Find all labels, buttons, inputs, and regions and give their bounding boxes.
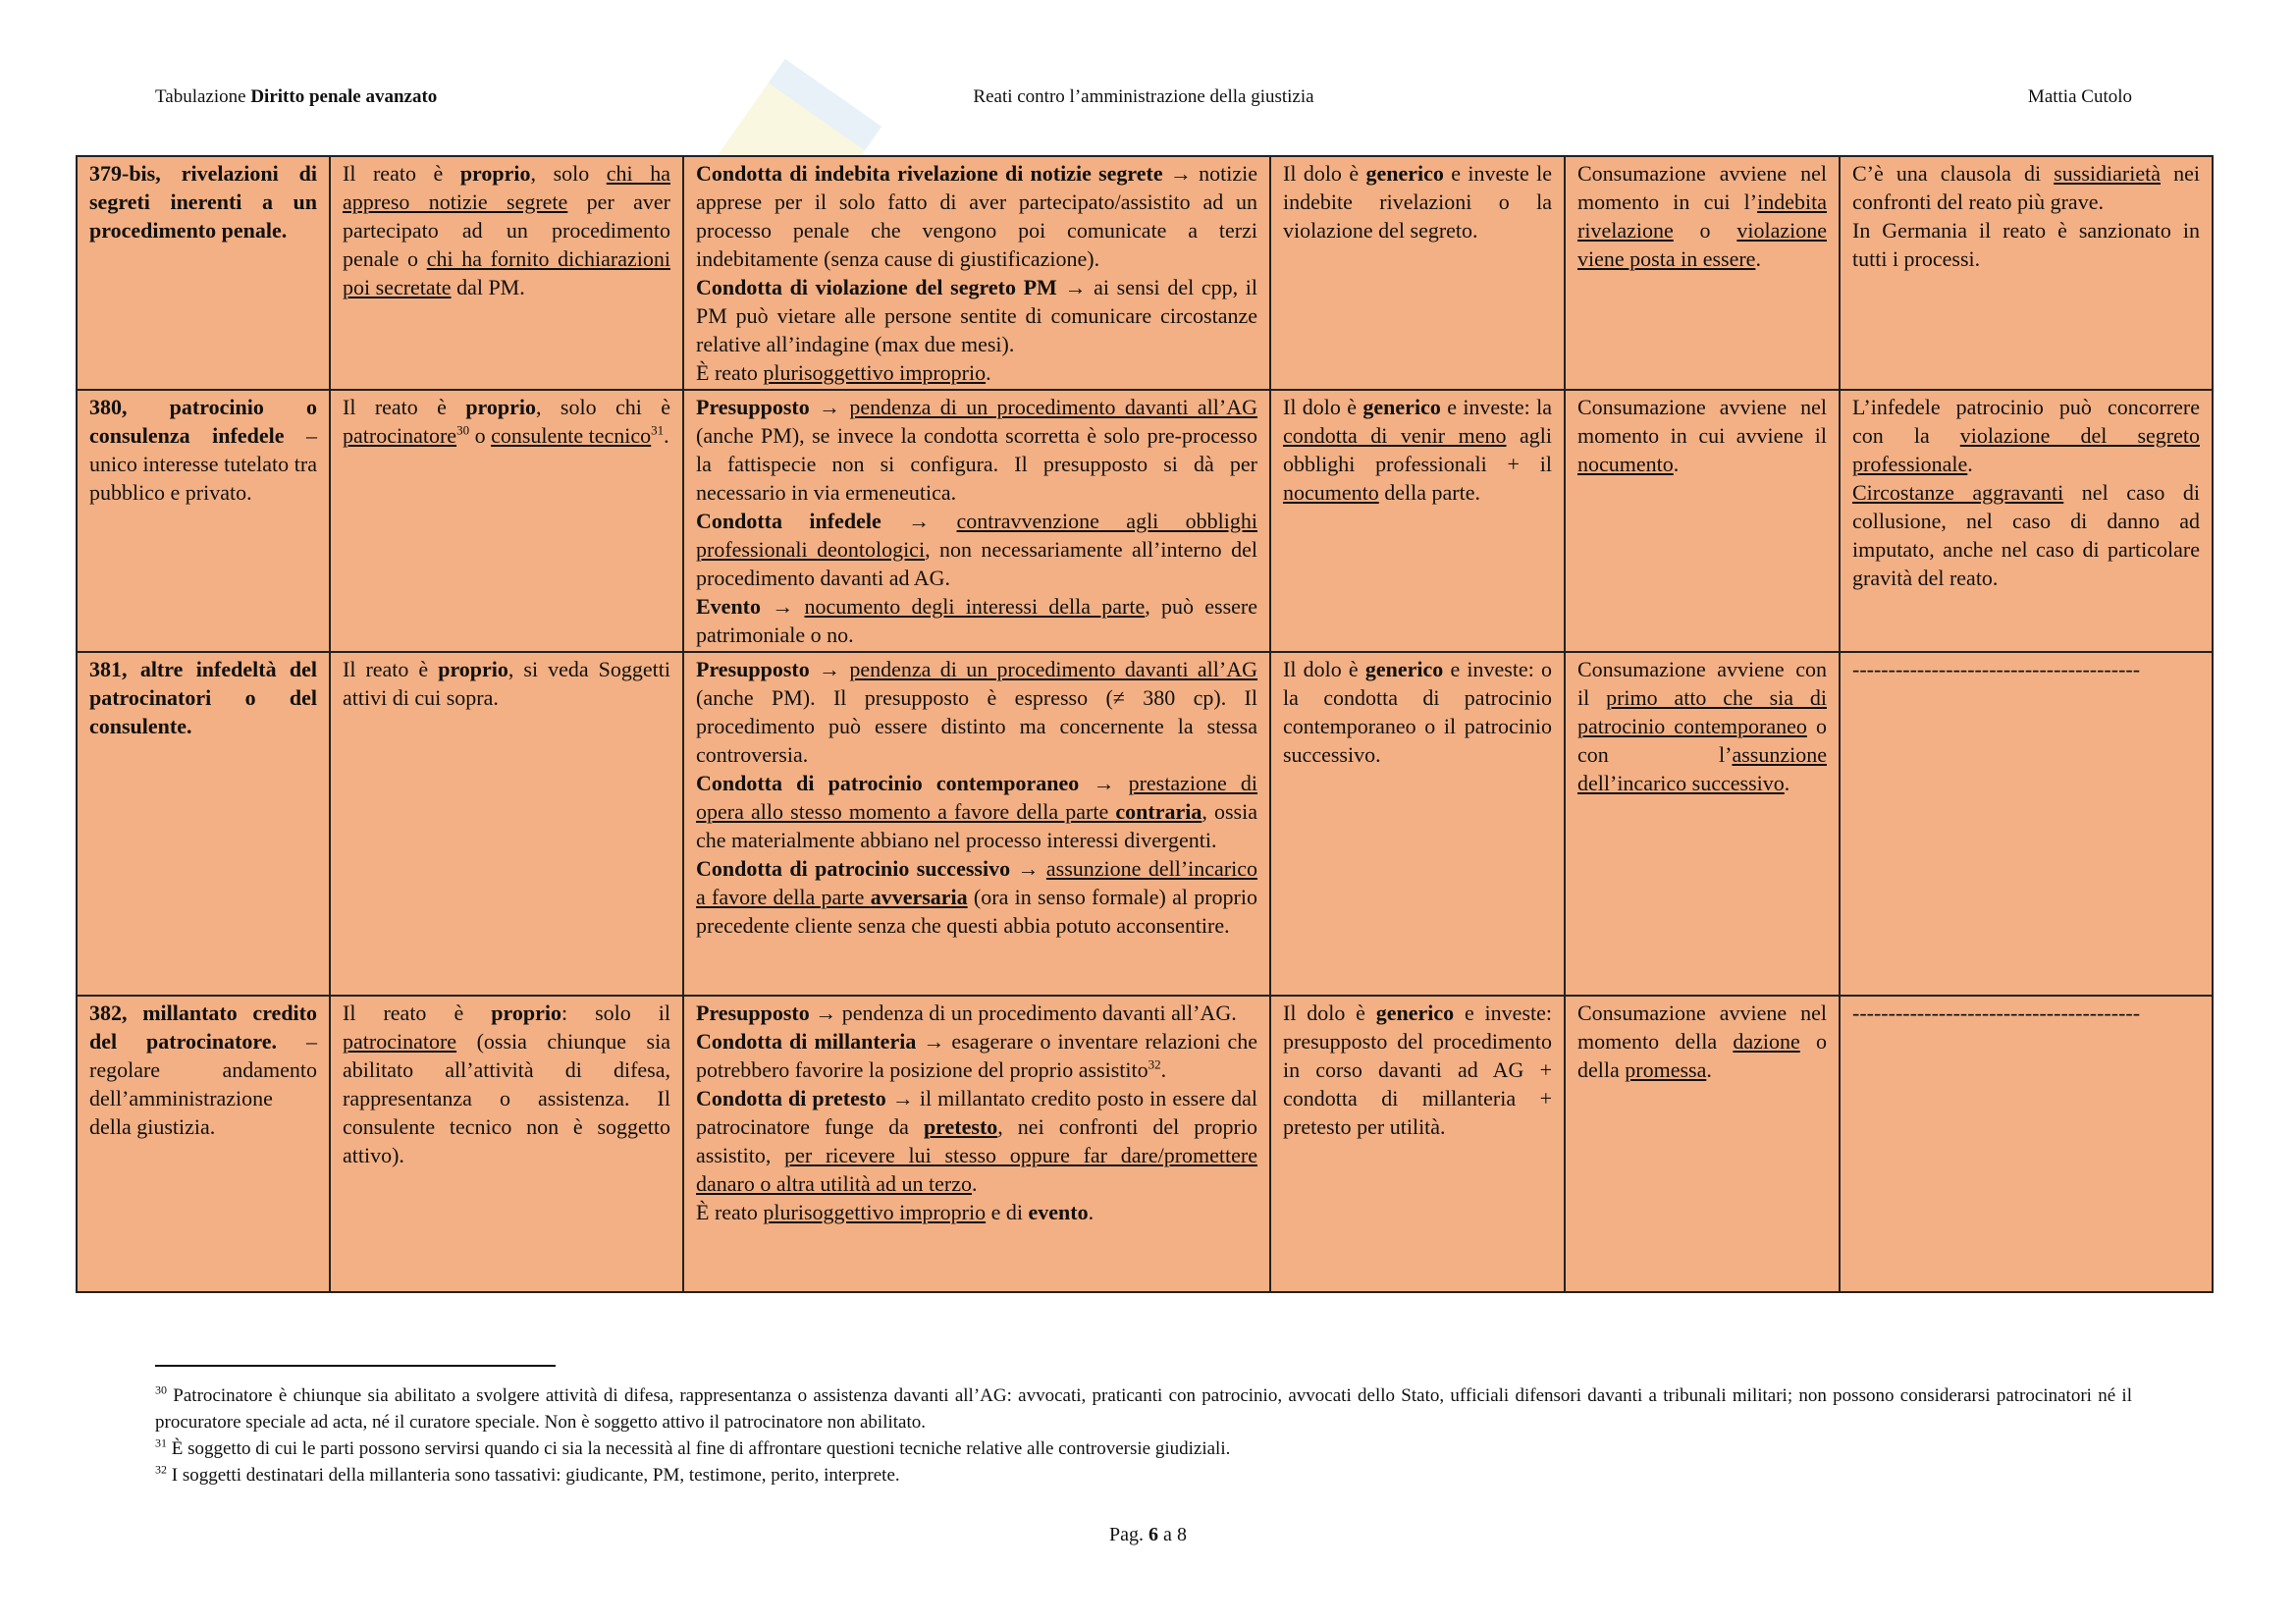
subject-cell: Il reato è proprio, solo chi è patrocinatore$^{30}$ o consulente tecnico$^{31}$. <box>330 390 683 652</box>
notes-cell: ---------------------------------------- <box>1840 996 2213 1292</box>
subject-cell: Il reato è proprio, solo chi ha appreso notizie segrete per aver partecipato ad un procedimento penale o chi ha fornito dichiarazioni poi secretate dal PM. <box>330 156 683 390</box>
crimes-table <box>76 155 2214 1293</box>
footnotes <box>155 1382 2132 1489</box>
conduct-cell: Presupposto → pendenza di un procedimento davanti all’AG. Condotta di millanteria → esagerare o inventare relazioni che potrebbero favorire la posizione del proprio assistito$^{32}$. Condotta di pretesto → il millantato credito posto in essere dal patrocinatore funge da pretesto, nei confronti del proprio assistito, per ricevere lui stesso oppure far dare/promettere danaro o altra utilità ad un terzo. È reato plurisoggettivo improprio e di evento. <box>683 996 1270 1292</box>
notes-cell: C’è una clausola di sussidiarietà nei confronti del reato più grave. In Germania il reato è sanzionato in tutti i processi. <box>1840 156 2213 390</box>
consummation-cell: Consumazione avviene nel momento della dazione o della promessa. <box>1565 996 1840 1292</box>
intent-cell: Il dolo è generico e investe: o la condotta di patrocinio contemporaneo o il patrocinio successivo. <box>1270 652 1565 996</box>
subject-cell: Il reato è proprio, si veda Soggetti attivi di cui sopra. <box>330 652 683 996</box>
table-row <box>77 390 2213 652</box>
conduct-cell: Condotta di indebita rivelazione di notizie segrete → notizie apprese per il solo fatto di aver partecipato/assistito ad un processo penale che vengono poi comunicate a terzi indebitamente (senza cause di giustificazione). Condotta di violazione del segreto PM → ai sensi del cpp, il PM può vietare alle persone sentite di comunicare circostanze relative all’indagine (max due mesi). È reato plurisoggettivo improprio. <box>683 156 1270 390</box>
crime-title-cell: 381, altre infedeltà del patrocinatori o del consulente. <box>77 652 330 996</box>
page-number: Pag. 6 a 8 <box>1109 1524 1187 1545</box>
page-header <box>155 86 2132 116</box>
crime-title-cell: 379-bis, rivelazioni di segreti inerenti a un procedimento penale. <box>77 156 330 390</box>
crime-title-cell: 382, millantato credito del patrocinatore. – regolare andamento dell’amministrazione della giustizia. <box>77 996 330 1292</box>
header-author: Mattia Cutolo <box>2027 86 2132 107</box>
intent-cell: Il dolo è generico e investe: la condotta di venir meno agli obblighi professionali + il nocumento della parte. <box>1270 390 1565 652</box>
notes-cell: ---------------------------------------- <box>1840 652 2213 996</box>
footnote-separator <box>155 1365 556 1367</box>
consummation-cell: Consumazione avviene nel momento in cui avviene il nocumento. <box>1565 390 1840 652</box>
footnote: $^{32}$ I soggetti destinatari della millanteria sono tassativi: giudicante, PM, testimone, perito, interprete. <box>155 1462 900 1486</box>
header-center: Reati contro l’amministrazione della giustizia <box>973 86 1314 107</box>
table-row <box>77 652 2213 996</box>
table-row <box>77 996 2213 1292</box>
notes-cell: L’infedele patrocinio può concorrere con la violazione del segreto professionale. Circostanze aggravanti nel caso di collusione, nel caso di danno ad imputato, anche nel caso di particolare gravità del reato. <box>1840 390 2213 652</box>
consummation-cell: Consumazione avviene con il primo atto che sia di patrocinio contemporaneo o con l’assunzione dell’incarico successivo. <box>1565 652 1840 996</box>
table-row <box>77 156 2213 390</box>
intent-cell: Il dolo è generico e investe le indebite rivelazioni o la violazione del segreto. <box>1270 156 1565 390</box>
consummation-cell: Consumazione avviene nel momento in cui l’indebita rivelazione o violazione viene posta in essere. <box>1565 156 1840 390</box>
intent-cell: Il dolo è generico e investe: presupposto del procedimento in corso davanti ad AG + condotta di millanteria + pretesto per utilità. <box>1270 996 1565 1292</box>
conduct-cell: Presupposto → pendenza di un procedimento davanti all’AG (anche PM). Il presupposto è espresso (≠ 380 cp). Il procedimento può essere distinto ma concernente la stessa controversia. Condotta di patrocinio contemporaneo → prestazione di opera allo stesso momento a favore della parte contraria, ossia che materialmente abbiano nel processo interessi divergenti. Condotta di patrocinio successivo → assunzione dell’incarico a favore della parte avversaria (ora in senso formale) al proprio precedente cliente senza che questi abbia potuto acconsentire. <box>683 652 1270 996</box>
header-left: Tabulazione Diritto penale avanzato <box>155 86 438 107</box>
subject-cell: Il reato è proprio: solo il patrocinatore (ossia chiunque sia abilitato all’attività di difesa, rappresentanza o assistenza. Il consulente tecnico non è soggetto attivo). <box>330 996 683 1292</box>
footnote: $^{31}$ È soggetto di cui le parti possono servirsi quando ci sia la necessità al fine di affrontare questioni tecniche relative alle controversie giudiziali. <box>155 1435 1231 1459</box>
conduct-cell: Presupposto → pendenza di un procedimento davanti all’AG (anche PM), se invece la condotta scorretta è solo pre-processo la fattispecie non si configura. Il presupposto si dà per necessario in via ermeneutica. Condotta infedele → contravvenzione agli obblighi professionali deontologici, non necessariamente all’interno del procedimento davanti ad AG. Evento → nocumento degli interessi della parte, può essere patrimoniale o no. <box>683 390 1270 652</box>
crime-title-cell: 380, patrocinio o consulenza infedele – unico interesse tutelato tra pubblico e privato. <box>77 390 330 652</box>
footnote: $^{30}$ Patrocinatore è chiunque sia abilitato a svolgere attività di difesa, rappresentanza o assistenza davanti all’AG: avvocati, praticanti con patrocinio, avvocati dello Stato, ufficiali difensori davanti a tribunali militari; non possono considerarsi patrocinatori né il procuratore speciale ad acta, né il curatore speciale. Non è soggetto attivo il patrocinatore non abilitato. <box>155 1382 2132 1433</box>
